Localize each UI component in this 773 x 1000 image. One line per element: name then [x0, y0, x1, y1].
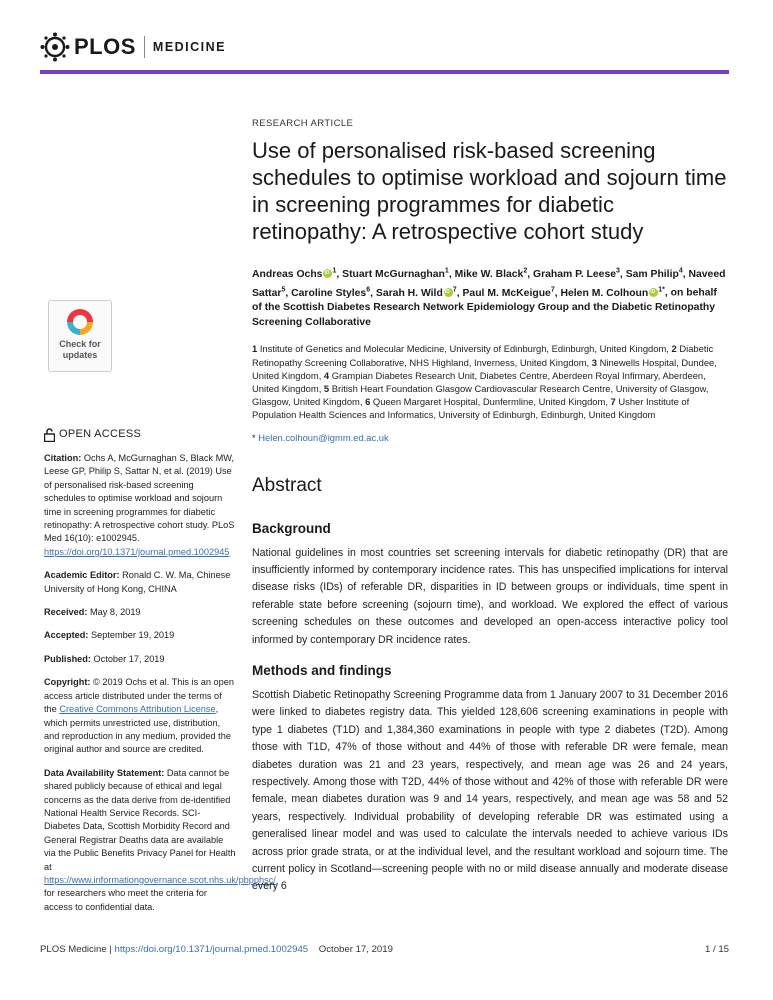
- methods-paragraph: Scottish Diabetic Retinopathy Screening Programme data from 1 January 2007 to 31 December 2016 were linked to diabetes registry data. This yielded 128,606 screening examinations in people with type 1 diabetes (T1D) and 1,384,360 examinations in people with type 2 diabetes (T2D). Among those with T1D, 47% of those without and 44% of those with referable DR were female, mean diabetes duration was 21 and 23 years, respectively, and mean age was 26 and 24 years, respectively. Among those with T2D, 44% of those without and 42% of those with referable DR were female, mean diabetes duration was 9 and 14 years, respectively, and mean age was 58 and 52 years, respectively. Individual probability of developing referable DR was estimated using a generalised linear model and was used to calculate the intervals needed to achieve various IDs across prior grade strata, or at the individual level, and the resultant workload and sojourn time. The current policy in Scotland—screening people with no or mild disease annually and moderate disease every 6: [252, 688, 728, 893]
- corresponding-email: [252, 432, 728, 443]
- author-group: , on behalf of the Scottish Diabetes Research Network Epidemiology Group and the Diabetic Retinopathy Screening Collaborative: [252, 287, 717, 328]
- affiliation-text: Usher Institute of Population Health Sciences and Informatics, University of Edinburgh, Edinburgh, United Kingdom: [252, 396, 690, 421]
- copyright-text-end: , which permits unrestricted use, distribution, and reproduction in any medium, provided the original author and source are credited.: [44, 704, 231, 755]
- header-accent-bar: [40, 70, 729, 74]
- affiliation-number: 7: [610, 396, 616, 408]
- author-name[interactable]: Sarah H. Wild: [375, 287, 443, 299]
- affiliation-number: 6: [365, 396, 371, 408]
- affiliation-text: Diabetic Retinopathy Screening Collaborative, NHS Highland, Inverness, United Kingdom,: [252, 343, 714, 368]
- background-paragraph: National guidelines in most countries set screening intervals for diabetic retinopathy (DR) that are insufficiently informed by contemporary incidence rates. This has unspecified implications for interval disease risks (IDs) of referable DR, disparities in ID between groups or individuals, time spent in referable state before screening (sojourn time), and workload. We explored the effect of various screening schedules on these outcomes and developed an open-access interactive policy tool informed by contemporary DR incidence rates.: [252, 546, 728, 646]
- affiliation-number: 5: [323, 382, 330, 394]
- author-affiliation-sup: 3: [616, 268, 620, 275]
- logo-text: PLOS: [74, 34, 136, 59]
- journal-name: MEDICINE: [152, 40, 227, 54]
- article-main: [252, 118, 728, 896]
- academic-editor-block: [44, 569, 236, 596]
- affiliation-text: Queen Margaret Hospital, Dunfermline, United Kingdom,: [372, 396, 608, 408]
- author-name[interactable]: Caroline Styles: [291, 287, 367, 299]
- author-name[interactable]: Paul M. McKeigue: [462, 287, 551, 299]
- author-affiliation-sup: 1: [444, 268, 449, 275]
- crossmark-icon: [65, 307, 95, 337]
- page-footer: [40, 944, 729, 955]
- footer-date: October 17, 2019: [318, 944, 393, 955]
- affiliation-text: Institute of Genetics and Molecular Medicine, University of Edinburgh, Edinburgh, United Kingdom,: [259, 343, 669, 355]
- author-name[interactable]: Naveed Sattar: [252, 269, 726, 299]
- email-marker: *: [252, 431, 256, 443]
- sidebar: [44, 300, 276, 914]
- affiliation-number: 3: [591, 356, 597, 368]
- received-date: May 8, 2019: [89, 607, 141, 618]
- received-label: Received:: [44, 607, 88, 618]
- data-availability-block: [44, 767, 276, 914]
- affiliation-text: Grampian Diabetes Research Unit, Diabetes Centre, Aberdeen Royal Infirmary, Aberdeen, United Kingdom,: [252, 369, 706, 394]
- footer-doi-link[interactable]: https://doi.org/10.1371/journal.pmed.1002945: [114, 944, 309, 955]
- author-affiliation-sup: 6: [366, 286, 371, 294]
- data-availability-text: Data cannot be shared publicly because of ethical and legal concerns as the data derive from de-identified National Health Service Records. SCI-Diabetes Data, Scottish Morbidity Record and General Registrar Deaths data are available via the Public Benefits Privacy Panel for Health at: [44, 767, 236, 872]
- affiliation-number: 1: [252, 343, 258, 355]
- academic-editor-text: Ronald C. W. Ma, Chinese University of Hong Kong, CHINA: [44, 570, 231, 594]
- citation-block: [44, 452, 236, 559]
- data-availability-text-end: for researchers who meet the criteria for access to confidential data.: [44, 888, 207, 912]
- author-affiliation-sup: 1: [332, 268, 337, 275]
- affiliations: [252, 342, 728, 421]
- check-for-updates-label: Check for updates: [59, 339, 101, 360]
- author-affiliation-sup: 7: [550, 286, 555, 294]
- check-for-updates-badge[interactable]: [48, 300, 112, 372]
- orcid-icon[interactable]: [649, 288, 658, 297]
- author-name[interactable]: Andreas Ochs: [252, 269, 323, 281]
- author-affiliation-sup: 2: [523, 268, 528, 275]
- journal-header: [40, 28, 740, 68]
- accepted-block: [44, 629, 236, 642]
- orcid-icon[interactable]: [323, 269, 332, 278]
- email-link[interactable]: Helen.colhoun@igmm.ed.ac.uk: [258, 431, 389, 443]
- data-availability-label: Data Availability Statement:: [44, 767, 165, 778]
- author-name[interactable]: Helen M. Colhoun: [560, 287, 649, 299]
- copyright-label: Copyright:: [44, 677, 91, 688]
- published-block: [44, 653, 236, 666]
- citation-doi-link[interactable]: https://doi.org/10.1371/journal.pmed.1002945: [44, 546, 230, 557]
- author-name[interactable]: Graham P. Leese: [533, 269, 616, 281]
- affiliation-text: Ninewells Hospital, Dundee, United Kingdom,: [252, 356, 717, 381]
- author-affiliation-sup: 4: [678, 268, 683, 275]
- page-number: 1 / 15: [704, 944, 729, 955]
- background-heading: Background: [252, 520, 331, 536]
- published-label: Published:: [44, 653, 91, 664]
- author-name[interactable]: Stuart McGurnaghan: [342, 269, 445, 281]
- article-type: RESEARCH ARTICLE: [252, 118, 354, 129]
- copyright-text: © 2019 Ochs et al. This is an open access article distributed under the terms of the: [44, 677, 234, 715]
- citation-label: Citation:: [44, 453, 82, 463]
- affiliation-text: British Heart Foundation Glasgow Cardiovascular Research Centre, University of Glasgow, Glasgow, United Kingdom,: [252, 382, 709, 408]
- license-link[interactable]: Creative Commons Attribution License: [59, 704, 216, 715]
- author-affiliation-sup: 1*: [658, 286, 665, 294]
- plos-logo-icon: [40, 32, 70, 62]
- open-access-label: OPEN ACCESS: [59, 428, 142, 441]
- copyright-block: [44, 676, 236, 756]
- author-list: [252, 265, 728, 330]
- academic-editor-label: Academic Editor:: [44, 570, 120, 581]
- authors: Andreas OchsiD $^1$, Stuart McGurnaghan$^1$, Mike W. Black$^2$, Graham P. Leese$^3$, Sam Philip$^4$, Naveed Sattar$^5$, Caroline Styles$^6$, Sarah H. WildiD $^7$, Paul M. McKeigue$^7$, Helen M. ColhouniD $^{1*}$: [252, 269, 725, 298]
- abstract-heading: Abstract: [252, 474, 322, 496]
- affiliation-number: 4: [323, 369, 330, 381]
- affiliation-number: 2: [671, 343, 677, 355]
- open-access-badge: [44, 428, 236, 442]
- author-name[interactable]: Sam Philip: [625, 269, 679, 281]
- received-block: [44, 606, 236, 619]
- accepted-label: Accepted:: [44, 630, 89, 641]
- accepted-date: September 19, 2019: [90, 630, 175, 641]
- author-affiliation-sup: 5: [281, 286, 286, 294]
- citation-text: Ochs A, McGurnaghan S, Black MW, Leese GP, Philip S, Sattar N, et al. (2019) Use of personalised risk-based screening schedules to optimise workload and sojourn time in screening programmes for diabetic retinopathy: A retrospective cohort study. PLoS Med 16(10): e1002945.: [44, 453, 235, 544]
- plos-logo[interactable]: [40, 32, 226, 62]
- logo-divider: [144, 36, 145, 58]
- methods-heading: Methods and findings: [252, 662, 392, 678]
- published-date: October 17, 2019: [93, 653, 165, 664]
- author-name[interactable]: Mike W. Black: [454, 269, 524, 281]
- article-title: Use of personalised risk-based screening schedules to optimise workload and sojourn time in screening programmes for diabetic retinopathy: A retrospective cohort study: [252, 138, 727, 244]
- data-access-link[interactable]: https://www.informationgovernance.scot.nhs.uk/pbpphsc/: [44, 874, 276, 885]
- footer-journal: PLOS Medicine |: [40, 944, 112, 955]
- author-affiliation-sup: 7: [452, 286, 457, 294]
- open-lock-icon: [44, 428, 55, 442]
- orcid-icon[interactable]: [444, 288, 453, 297]
